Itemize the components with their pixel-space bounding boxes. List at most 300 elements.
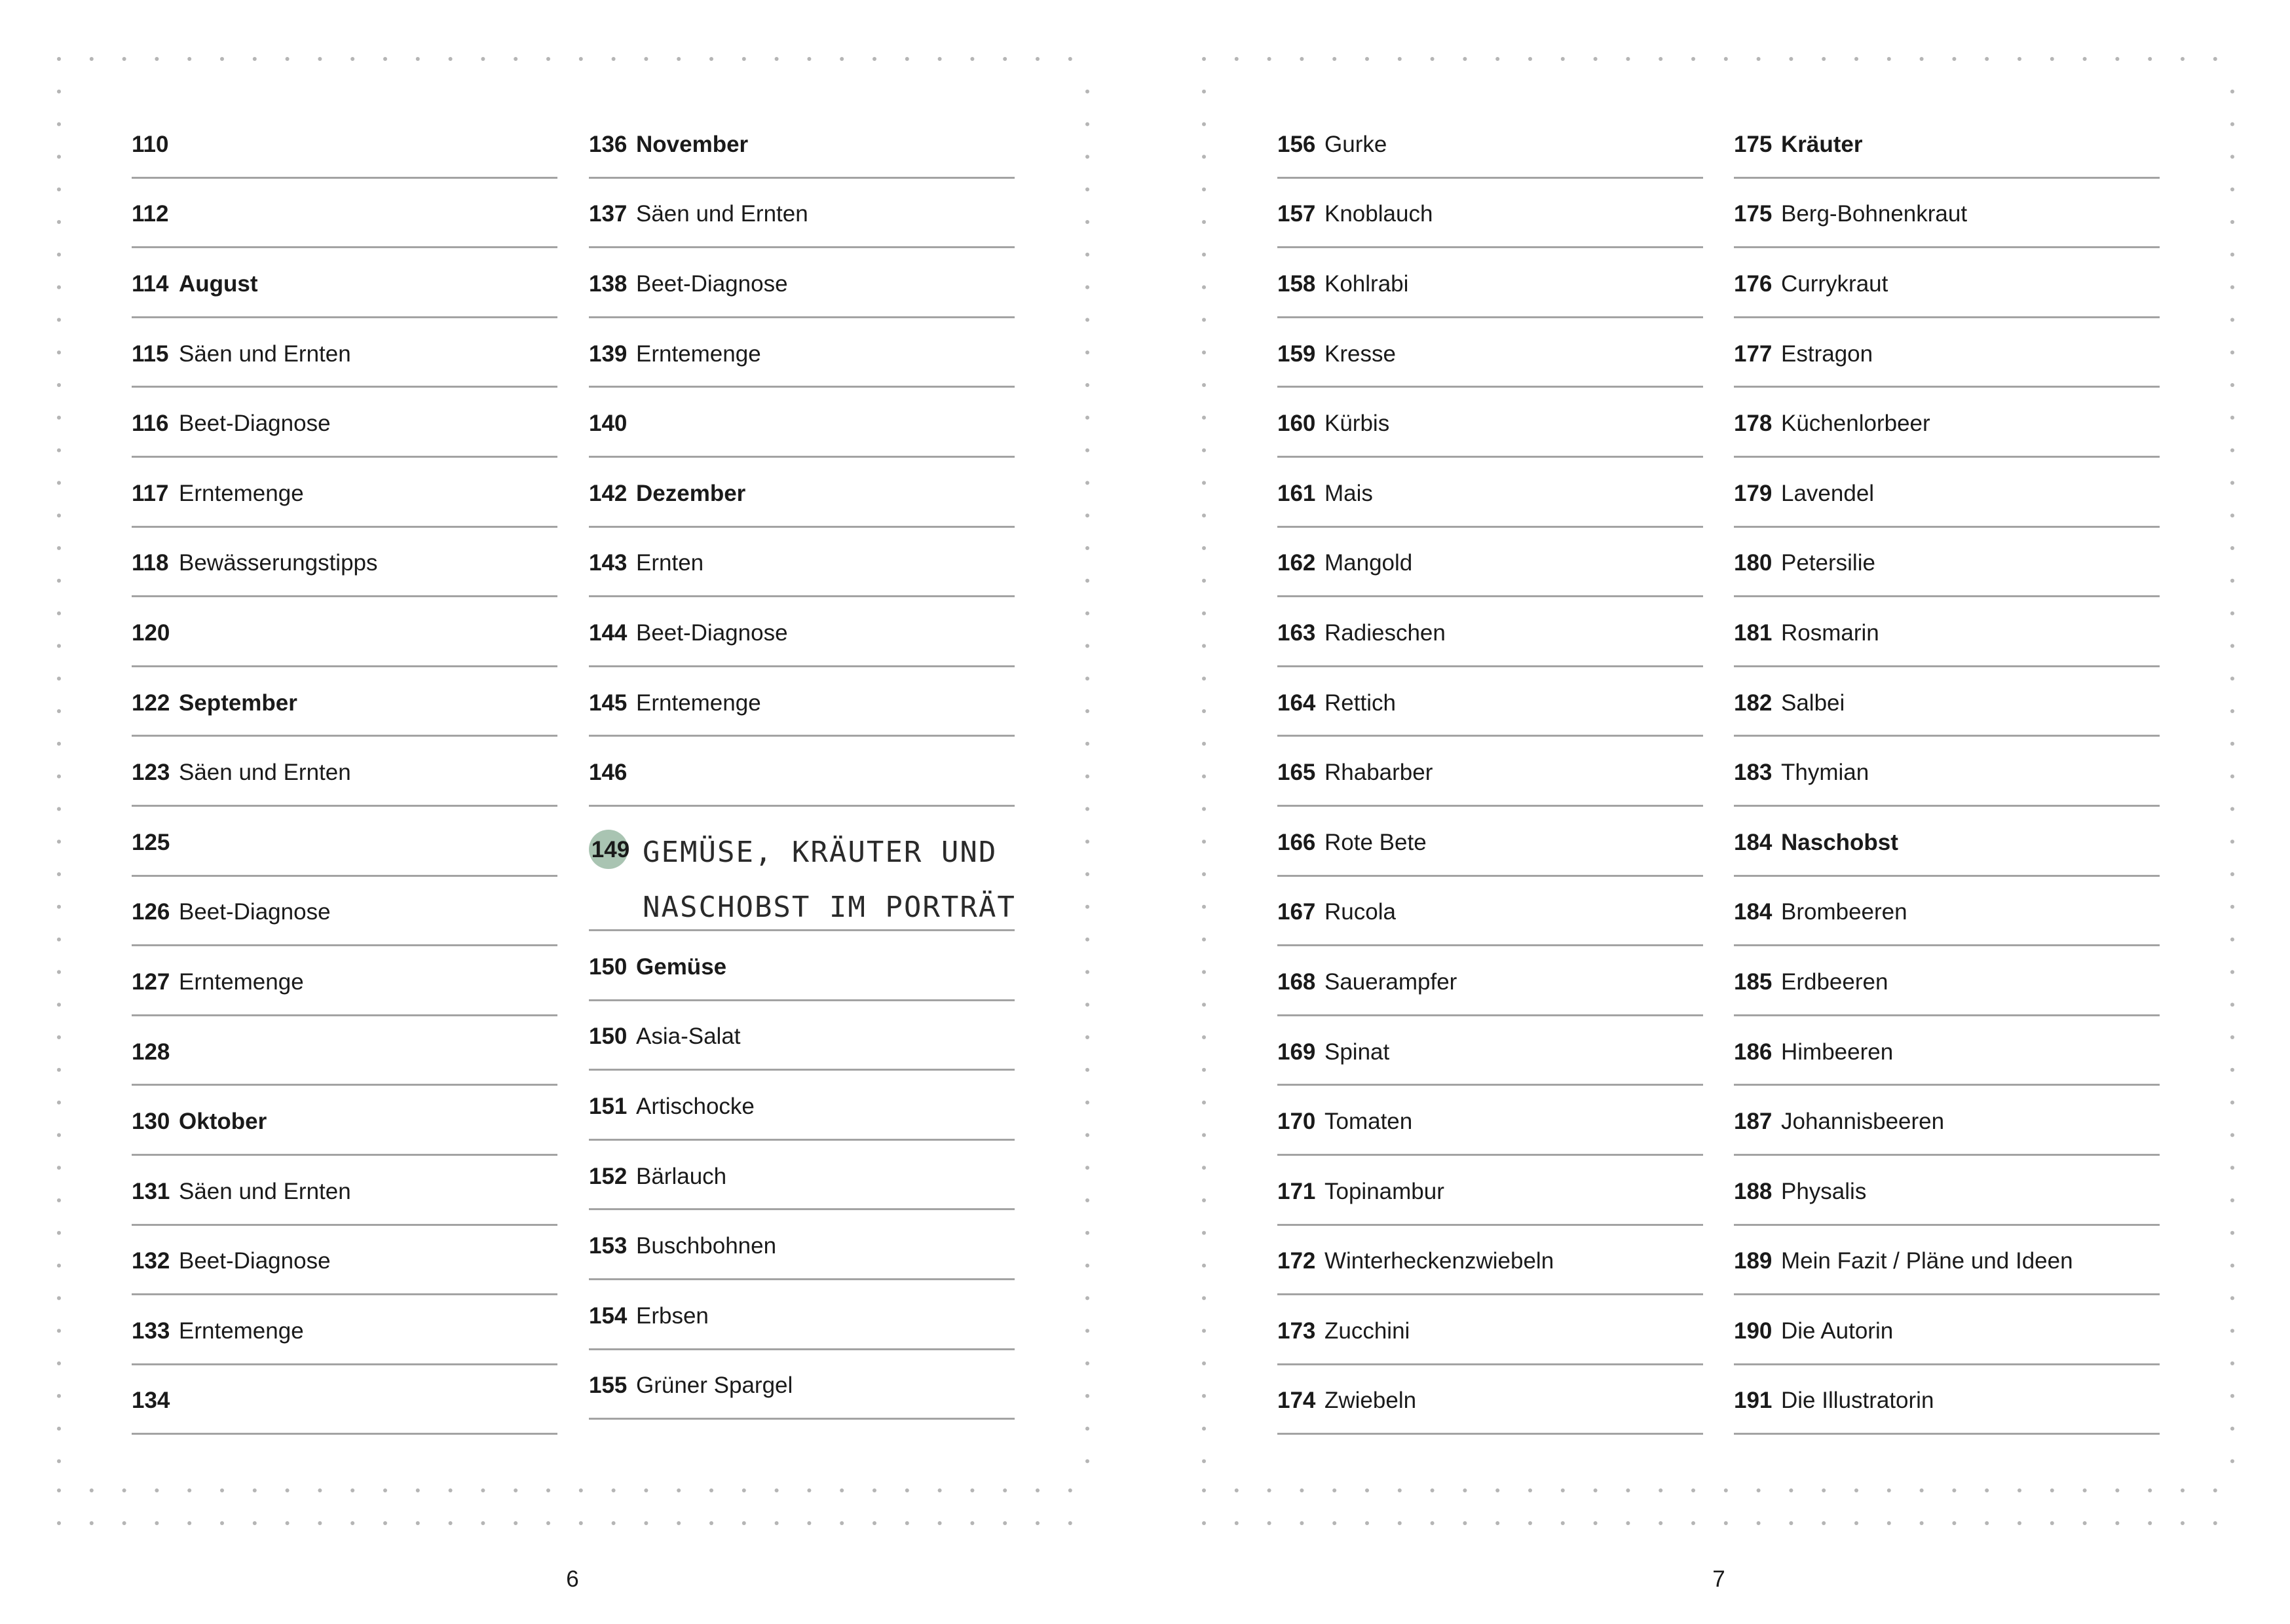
grid-dot xyxy=(775,57,779,61)
grid-dot xyxy=(1528,1521,1532,1525)
grid-dot xyxy=(383,1488,387,1492)
grid-dot xyxy=(57,1166,61,1170)
grid-dot xyxy=(2230,1296,2234,1300)
grid-dot xyxy=(1202,481,1206,485)
entry-title: Die Autorin xyxy=(1781,1318,1894,1344)
grid-dot xyxy=(1202,1068,1206,1072)
grid-dot xyxy=(1202,970,1206,974)
entry-title: Erdbeeren xyxy=(1781,969,1888,995)
entry-page-number: 139 xyxy=(589,341,628,367)
grid-dot xyxy=(1431,57,1435,61)
entry-page-number: 176 xyxy=(1734,270,1773,297)
grid-dot xyxy=(1085,187,1089,191)
entry-title: Bewässerungstipps xyxy=(179,550,378,576)
grid-dot xyxy=(1365,1521,1369,1525)
grid-dot xyxy=(1332,57,1336,61)
entry-title: Estragon xyxy=(1781,341,1873,367)
grid-dot xyxy=(775,1521,779,1525)
entry-title: Rettich xyxy=(1324,690,1396,716)
grid-dot xyxy=(57,1459,61,1463)
grid-dot xyxy=(1202,253,1206,257)
grid-dot xyxy=(1085,1427,1089,1431)
entry-title: Dezember xyxy=(636,480,746,506)
toc-entry xyxy=(589,179,1015,249)
toc-entry xyxy=(589,248,1015,318)
entry-title: Kräuter xyxy=(1781,131,1863,157)
grid-dot xyxy=(1920,57,1924,61)
entry-page-number: 120 xyxy=(132,619,170,646)
toc-entry xyxy=(1734,528,2160,598)
grid-dot xyxy=(2230,840,2234,843)
grid-dot xyxy=(2230,1068,2234,1072)
entry-page-number: 123 xyxy=(132,760,170,786)
entry-page-number: 117 xyxy=(132,480,169,506)
grid-dot xyxy=(1202,1427,1206,1431)
grid-dot xyxy=(1561,1488,1565,1492)
grid-dot xyxy=(1068,57,1072,61)
entry-title: Grüner Spargel xyxy=(636,1373,793,1399)
grid-dot xyxy=(1202,1296,1206,1300)
grid-dot xyxy=(807,57,811,61)
grid-dot xyxy=(2230,449,2234,452)
grid-dot xyxy=(579,1488,583,1492)
grid-dot xyxy=(1952,1488,1956,1492)
grid-dot xyxy=(1202,187,1206,191)
entry-title: Asia-Salat xyxy=(636,1024,741,1050)
entry-page-number: 150 xyxy=(589,1024,628,1050)
grid-dot xyxy=(2230,122,2234,126)
grid-dot xyxy=(709,1488,713,1492)
entry-page-number: 137 xyxy=(589,201,628,227)
grid-dot xyxy=(1202,546,1206,550)
toc-entry xyxy=(589,1210,1015,1280)
entry-page-number: 171 xyxy=(1277,1178,1316,1204)
grid-dot xyxy=(677,57,681,61)
grid-dot xyxy=(1202,318,1206,322)
grid-dot xyxy=(122,1521,126,1525)
grid-dot xyxy=(1952,57,1956,61)
grid-dot xyxy=(546,57,550,61)
entry-page-number: 110 xyxy=(132,131,169,157)
entry-page-number: 156 xyxy=(1277,131,1316,157)
grid-dot xyxy=(1202,938,1206,942)
grid-dot xyxy=(2230,775,2234,779)
grid-dot xyxy=(1085,1459,1089,1463)
grid-dot xyxy=(1085,1264,1089,1268)
toc-entry xyxy=(132,318,557,388)
grid-dot xyxy=(1003,57,1007,61)
grid-dot xyxy=(677,1488,681,1492)
entry-page-number: 118 xyxy=(132,550,169,576)
grid-dot xyxy=(1202,449,1206,452)
grid-dot xyxy=(1202,155,1206,158)
grid-dot xyxy=(1854,1521,1858,1525)
entry-page-number: 179 xyxy=(1734,480,1773,506)
grid-dot xyxy=(2181,57,2185,61)
grid-dot xyxy=(1528,57,1532,61)
grid-dot xyxy=(2050,1488,2054,1492)
grid-dot xyxy=(57,1361,61,1365)
grid-dot xyxy=(416,1488,420,1492)
grid-dot xyxy=(57,742,61,746)
grid-dot xyxy=(807,1521,811,1525)
toc-entry xyxy=(1277,248,1703,318)
entry-page-number: 175 xyxy=(1734,201,1773,227)
grid-dot xyxy=(546,1488,550,1492)
toc-entry xyxy=(132,179,557,249)
entry-title: Knoblauch xyxy=(1324,201,1433,227)
entry-title: Radieschen xyxy=(1324,619,1446,646)
grid-dot xyxy=(57,546,61,550)
toc-entry xyxy=(132,597,557,667)
grid-dot xyxy=(1085,90,1089,94)
entry-page-number: 170 xyxy=(1277,1109,1316,1135)
grid-dot xyxy=(1202,807,1206,811)
grid-dot xyxy=(1085,318,1089,322)
grid-dot xyxy=(807,1488,811,1492)
grid-dot xyxy=(57,481,61,485)
entry-page-number: 188 xyxy=(1734,1178,1773,1204)
entry-page-number: 126 xyxy=(132,899,170,925)
entry-title: August xyxy=(179,270,258,297)
grid-dot xyxy=(1036,57,1040,61)
entry-page-number: 134 xyxy=(132,1388,170,1414)
grid-dot xyxy=(1594,57,1598,61)
grid-dot xyxy=(1085,383,1089,387)
grid-dot xyxy=(2230,1427,2234,1431)
grid-dot xyxy=(220,57,224,61)
grid-dot xyxy=(1202,286,1206,289)
grid-dot xyxy=(938,1521,942,1525)
grid-dot xyxy=(644,57,648,61)
entry-title: Gemüse xyxy=(636,953,727,980)
grid-dot xyxy=(57,1068,61,1072)
grid-dot xyxy=(1085,449,1089,452)
grid-dot xyxy=(1235,57,1239,61)
grid-dot xyxy=(2148,57,2152,61)
grid-dot xyxy=(1495,1488,1499,1492)
grid-dot xyxy=(2230,807,2234,811)
entry-page-number: 153 xyxy=(589,1233,628,1259)
entry-title: Kohlrabi xyxy=(1324,270,1409,297)
grid-dot xyxy=(1561,57,1565,61)
grid-dot xyxy=(1202,872,1206,876)
toc-section-entry xyxy=(589,458,1015,528)
entry-title: Rhabarber xyxy=(1324,760,1433,786)
toc-entry xyxy=(1277,597,1703,667)
toc-entry xyxy=(132,528,557,598)
entry-title: Rote Bete xyxy=(1324,829,1427,855)
entry-page-number: 132 xyxy=(132,1248,170,1274)
grid-dot xyxy=(2115,1521,2119,1525)
entry-page-number: 164 xyxy=(1277,690,1316,716)
grid-dot xyxy=(1085,1231,1089,1235)
toc-section-entry xyxy=(1734,109,2160,179)
grid-dot xyxy=(1202,1329,1206,1333)
grid-dot xyxy=(1757,57,1761,61)
grid-dot xyxy=(449,57,453,61)
grid-dot xyxy=(905,57,909,61)
toc-section-entry xyxy=(1734,807,2160,877)
grid-dot xyxy=(1724,1521,1728,1525)
toc-entry xyxy=(1734,1226,2160,1296)
grid-dot xyxy=(970,57,974,61)
toc-entry xyxy=(1734,946,2160,1016)
grid-dot xyxy=(2230,1035,2234,1039)
toc-entry xyxy=(589,597,1015,667)
grid-dot xyxy=(57,318,61,322)
grid-dot xyxy=(2230,1394,2234,1398)
grid-dot xyxy=(1300,57,1304,61)
grid-dot xyxy=(1202,513,1206,517)
grid-dot xyxy=(481,57,485,61)
grid-dot xyxy=(57,1035,61,1039)
entry-title: Buschbohnen xyxy=(636,1233,777,1259)
grid-dot xyxy=(2230,1329,2234,1333)
entry-title: Erntemenge xyxy=(179,480,304,506)
entry-title: Berg-Bohnenkraut xyxy=(1781,201,1968,227)
grid-dot xyxy=(2230,742,2234,746)
grid-dot xyxy=(1332,1488,1336,1492)
grid-dot xyxy=(1528,1488,1532,1492)
grid-dot xyxy=(1202,1133,1206,1137)
grid-dot xyxy=(677,1521,681,1525)
grid-dot xyxy=(1659,1488,1662,1492)
grid-dot xyxy=(775,1488,779,1492)
grid-dot xyxy=(1202,579,1206,583)
grid-dot xyxy=(709,1521,713,1525)
grid-dot xyxy=(1202,676,1206,680)
entry-title: Beet-Diagnose xyxy=(636,619,788,646)
grid-dot xyxy=(1085,253,1089,257)
grid-dot xyxy=(2230,187,2234,191)
entry-title: Topinambur xyxy=(1324,1178,1444,1204)
entry-title: Physalis xyxy=(1781,1178,1867,1204)
grid-dot xyxy=(970,1521,974,1525)
toc-entry xyxy=(1277,946,1703,1016)
grid-dot xyxy=(155,1488,159,1492)
grid-dot xyxy=(1085,1133,1089,1137)
grid-dot xyxy=(2230,286,2234,289)
toc-entry xyxy=(1734,1295,2160,1365)
grid-dot xyxy=(1202,383,1206,387)
grid-dot xyxy=(1202,775,1206,779)
grid-dot xyxy=(1085,286,1089,289)
grid-dot xyxy=(1202,122,1206,126)
grid-dot xyxy=(644,1488,648,1492)
toc-entry xyxy=(1277,318,1703,388)
entry-title: Säen und Ernten xyxy=(179,341,351,367)
entry-title: Die Illustratorin xyxy=(1781,1388,1934,1414)
grid-dot xyxy=(57,1101,61,1105)
grid-dot xyxy=(1085,644,1089,648)
entry-title: Kresse xyxy=(1324,341,1396,367)
grid-dot xyxy=(1085,1101,1089,1105)
grid-dot xyxy=(2115,57,2119,61)
entry-title: Thymian xyxy=(1781,760,1869,786)
entry-page-number: 146 xyxy=(589,760,628,786)
entry-page-number: 160 xyxy=(1277,411,1316,437)
grid-dot xyxy=(1822,1521,1826,1525)
grid-dot xyxy=(1085,1035,1089,1039)
grid-dot xyxy=(57,416,61,420)
entry-title: Himbeeren xyxy=(1781,1039,1894,1065)
toc-entry xyxy=(1277,667,1703,737)
grid-dot xyxy=(2230,709,2234,713)
grid-dot xyxy=(1202,612,1206,616)
entry-page-number: 177 xyxy=(1734,341,1773,367)
entry-page-number: 140 xyxy=(589,411,628,437)
grid-dot xyxy=(90,1488,94,1492)
grid-dot xyxy=(57,513,61,517)
grid-dot xyxy=(1085,1394,1089,1398)
grid-dot xyxy=(1659,1521,1662,1525)
entry-page-number: 189 xyxy=(1734,1248,1773,1274)
grid-dot xyxy=(2230,253,2234,257)
entry-title: Zucchini xyxy=(1324,1318,1410,1344)
grid-dot xyxy=(840,1521,844,1525)
grid-dot xyxy=(155,1521,159,1525)
grid-dot xyxy=(1003,1488,1007,1492)
grid-dot xyxy=(873,1488,876,1492)
grid-dot xyxy=(2083,1521,2087,1525)
toc-column xyxy=(1734,109,2160,1435)
entry-title: November xyxy=(636,131,749,157)
grid-dot xyxy=(2213,1521,2217,1525)
grid-dot xyxy=(57,1133,61,1137)
grid-dot xyxy=(2181,1521,2185,1525)
entry-title: Johannisbeeren xyxy=(1781,1109,1945,1135)
grid-dot xyxy=(2230,546,2234,550)
entry-page-number: 158 xyxy=(1277,270,1316,297)
grid-dot xyxy=(1068,1521,1072,1525)
entry-page-number: 138 xyxy=(589,270,628,297)
grid-dot xyxy=(1202,644,1206,648)
grid-dot xyxy=(350,1488,354,1492)
toc-entry xyxy=(589,1001,1015,1071)
grid-dot xyxy=(1085,416,1089,420)
grid-dot xyxy=(1202,1264,1206,1268)
toc-entry xyxy=(132,946,557,1016)
entry-page-number: 178 xyxy=(1734,411,1773,437)
grid-dot xyxy=(1757,1521,1761,1525)
grid-dot xyxy=(57,253,61,257)
grid-dot xyxy=(57,612,61,616)
grid-dot xyxy=(1594,1521,1598,1525)
toc-entry xyxy=(589,388,1015,458)
toc-entry xyxy=(1734,458,2160,528)
grid-dot xyxy=(57,905,61,909)
grid-dot xyxy=(2230,1166,2234,1170)
entry-page-number: 127 xyxy=(132,969,170,995)
grid-dot xyxy=(1202,1198,1206,1202)
grid-dot xyxy=(1085,612,1089,616)
grid-dot xyxy=(1202,1035,1206,1039)
grid-dot xyxy=(383,1521,387,1525)
grid-dot xyxy=(1365,1488,1369,1492)
grid-dot xyxy=(1463,1488,1467,1492)
toc-entry xyxy=(132,807,557,877)
toc-entry xyxy=(132,458,557,528)
toc-entry xyxy=(1734,667,2160,737)
grid-dot xyxy=(57,1521,61,1525)
toc-entry xyxy=(1277,807,1703,877)
grid-dot xyxy=(1202,90,1206,94)
grid-dot xyxy=(612,1521,616,1525)
grid-dot xyxy=(2018,1488,2021,1492)
grid-dot xyxy=(579,57,583,61)
entry-title: Rucola xyxy=(1324,899,1396,925)
grid-dot xyxy=(873,1521,876,1525)
entry-page-number: 112 xyxy=(132,201,169,227)
grid-dot xyxy=(57,1198,61,1202)
grid-dot xyxy=(1952,1521,1956,1525)
toc-entry xyxy=(1734,318,2160,388)
grid-dot xyxy=(742,1488,746,1492)
grid-dot xyxy=(742,57,746,61)
grid-dot xyxy=(1202,840,1206,843)
grid-dot xyxy=(416,1521,420,1525)
toc-entry xyxy=(1277,109,1703,179)
grid-dot xyxy=(57,579,61,583)
grid-dot xyxy=(1267,1488,1271,1492)
grid-dot xyxy=(90,1521,94,1525)
grid-dot xyxy=(1085,546,1089,550)
grid-dot xyxy=(1431,1488,1435,1492)
grid-dot xyxy=(1854,1488,1858,1492)
grid-dot xyxy=(514,57,517,61)
grid-dot xyxy=(57,350,61,354)
grid-dot xyxy=(1202,1166,1206,1170)
entry-page-number: 130 xyxy=(132,1109,170,1135)
grid-dot xyxy=(1920,1521,1924,1525)
grid-dot xyxy=(2230,481,2234,485)
entry-title: Petersilie xyxy=(1781,550,1875,576)
toc-entry xyxy=(1277,179,1703,249)
entry-title: Beet-Diagnose xyxy=(636,270,788,297)
grid-dot xyxy=(2230,872,2234,876)
toc-entry xyxy=(1734,179,2160,249)
entry-page-number: 191 xyxy=(1734,1388,1773,1414)
grid-dot xyxy=(1085,676,1089,680)
grid-dot xyxy=(1463,1521,1467,1525)
grid-dot xyxy=(1202,350,1206,354)
grid-dot xyxy=(449,1488,453,1492)
toc-entry xyxy=(132,1365,557,1435)
grid-dot xyxy=(1068,1488,1072,1492)
toc-entry xyxy=(589,1280,1015,1350)
grid-dot xyxy=(2230,220,2234,224)
entry-page-number: 173 xyxy=(1277,1318,1316,1344)
grid-dot xyxy=(905,1521,909,1525)
entry-title: Winterheckenzwiebeln xyxy=(1324,1248,1554,1274)
grid-dot xyxy=(57,1003,61,1006)
grid-dot xyxy=(1691,57,1695,61)
entry-title: Beet-Diagnose xyxy=(179,899,331,925)
grid-dot xyxy=(286,57,290,61)
entry-page-number: 157 xyxy=(1277,201,1316,227)
entry-page-number: 190 xyxy=(1734,1318,1773,1344)
grid-dot xyxy=(1235,1521,1239,1525)
grid-dot xyxy=(579,1521,583,1525)
toc-entry xyxy=(1277,1156,1703,1226)
grid-dot xyxy=(2181,1488,2185,1492)
entry-page-number: 150 xyxy=(589,953,628,980)
grid-dot xyxy=(2230,1231,2234,1235)
entry-page-number: 180 xyxy=(1734,550,1773,576)
grid-dot xyxy=(286,1521,290,1525)
grid-dot xyxy=(57,1329,61,1333)
